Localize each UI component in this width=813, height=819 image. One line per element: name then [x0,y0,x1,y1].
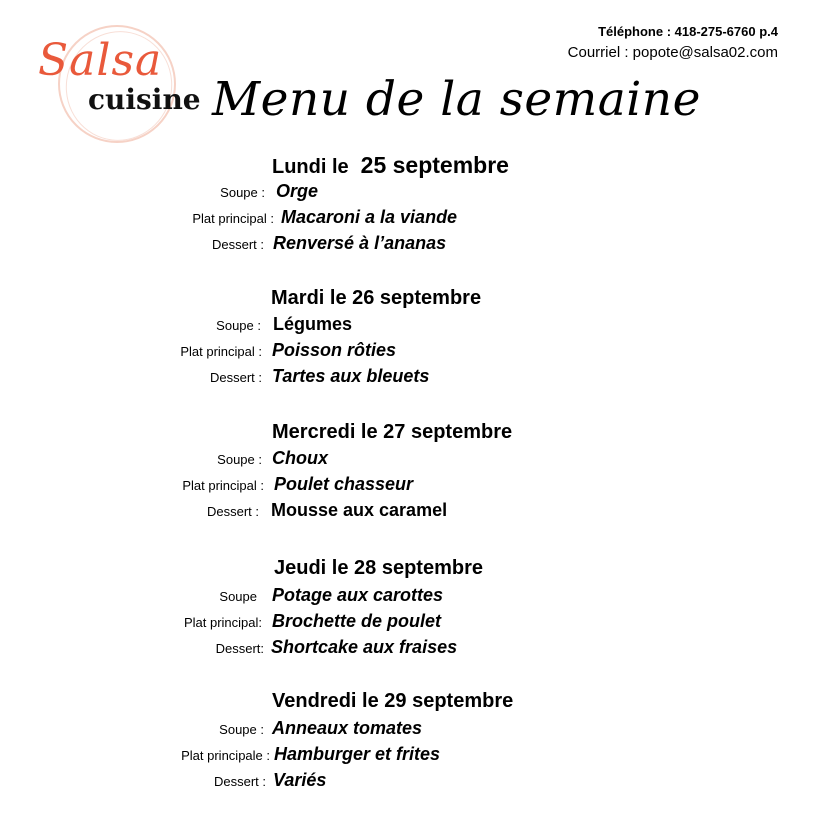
row-value: Orge [276,181,319,201]
row-value: Poisson rôties [272,340,397,360]
logo-salsa-text: Salsa [38,35,163,86]
row-value: Renversé à l’ananas [273,233,447,253]
menu-row-soupe [0,585,813,607]
row-label: Dessert : [211,237,264,252]
row-value: Macaroni a la viande [281,207,458,227]
row-value: Hamburger et frites [274,744,441,764]
day-heading: Mardi le 26 septembre [271,287,482,309]
logo-cuisine-text: cuisine [88,83,201,116]
day-heading-text: Lundi le [272,156,349,178]
row-value: Choux [272,448,328,468]
row-label: Plat principal: [183,615,262,630]
menu-row-plat [0,474,813,496]
row-value: Shortcake aux fraises [271,637,458,657]
menu-row-dessert [0,366,813,388]
row-value: Anneaux tomates [272,718,423,738]
row-label: Soupe : [217,452,262,467]
menu-row-dessert [0,233,813,255]
day-heading: Vendredi le 29 septembre [272,690,514,712]
row-label: Soupe : [216,318,261,333]
menu-row-plat [0,340,813,362]
row-value: Variés [273,770,327,790]
row-label: Dessert: [215,641,264,656]
menu-row-dessert [0,500,813,522]
row-label: Plat principal : [192,211,274,226]
row-label: Soupe : [220,185,265,200]
day-heading: Mercredi le 27 septembre [272,421,513,443]
row-label: Soupe [219,589,257,604]
row-value: Légumes [273,314,353,334]
day-heading: Jeudi le 28 septembre [274,557,483,579]
row-label: Dessert : [209,370,262,385]
salsa-cuisine-logo [30,25,210,153]
menu-row-soupe [0,718,813,740]
day-heading [272,152,509,179]
menu-row-dessert [0,770,813,792]
phone-line: Téléphone : 418-275-6760 p.4 [598,24,778,39]
email-line: Courriel : popote@salsa02.com [567,44,778,61]
menu-row-soupe [0,314,813,336]
row-label: Plat principale : [181,748,270,763]
row-value: Potage aux carottes [272,585,444,605]
menu-row-plat [0,207,813,229]
menu-row-dessert [0,637,813,659]
row-label: Dessert : [206,504,259,519]
row-value: Tartes aux bleuets [272,366,430,386]
row-label: Soupe : [219,722,264,737]
row-value: Mousse aux caramel [271,500,448,520]
menu-row-soupe [0,448,813,470]
page-title: Menu de la semaine [212,72,701,127]
row-value: Poulet chasseur [274,474,414,494]
row-label: Dessert : [213,774,266,789]
menu-row-plat [0,744,813,766]
day-date: 25 septembre [360,152,509,178]
menu-row-soupe [0,181,813,203]
menu-row-plat [0,611,813,633]
row-label: Plat principal : [180,344,262,359]
row-value: Brochette de poulet [272,611,442,631]
row-label: Plat principal : [182,478,264,493]
